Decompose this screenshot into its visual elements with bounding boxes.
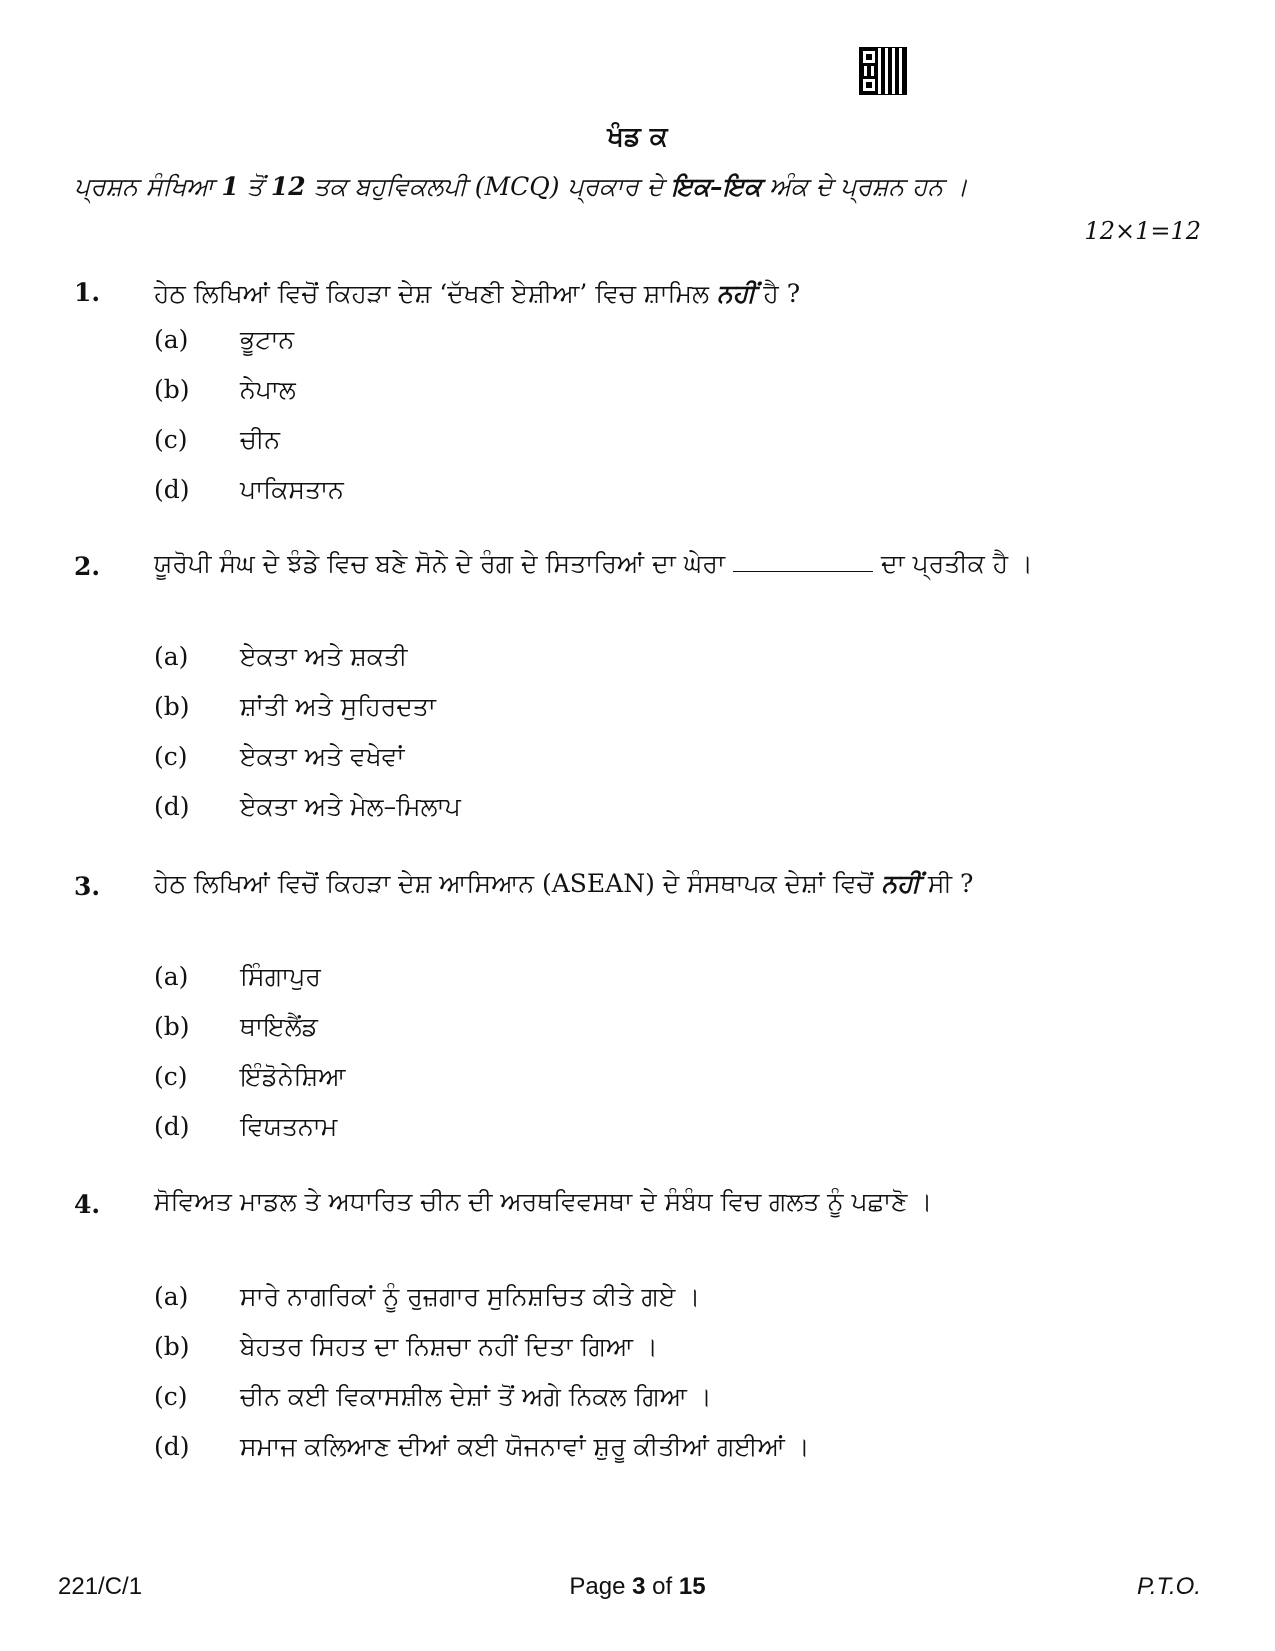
question-text: ਹੇਠ ਲਿਖਿਆਂ ਵਿਚੋਂ ਕਿਹੜਾ ਦੇਸ਼ ‘ਦੱਖਣੀ ਏਸ਼ੀਆ’ ਵਿਚ ਸ਼ਾਮਿਲ ਨਹੀਂ ਹੈ ? — [154, 279, 801, 308]
question-number: 2. — [74, 552, 101, 581]
question-number: 4. — [74, 1190, 101, 1219]
paper-code: 221/C/1 — [58, 1573, 143, 1600]
question-emphasis: ਨਹੀਂ — [881, 869, 920, 898]
qr-code — [860, 48, 906, 94]
question-text: ਹੇਠ ਲਿਖਿਆਂ ਵਿਚੋਂ ਕਿਹੜਾ ਦੇਸ਼ ਆਸਿਆਨ (ASEAN) ਦੇ ਸੰਸਥਾਪਕ ਦੇਸ਼ਾਂ ਵਿਚੋਂ ਨਹੀਂ ਸੀ ? — [154, 869, 974, 898]
question-text: ਸੋਵਿਅਤ ਮਾਡਲ ਤੇ ਅਧਾਰਿਤ ਚੀਨ ਦੀ ਅਰਥਵਿਵਸਥਾ ਦੇ ਸੰਬੰਧ ਵਿਚ ਗਲਤ ਨੂੰ ਪਛਾਣੋ । — [154, 1187, 933, 1216]
question-text: ਯੂਰੋਪੀ ਸੰਘ ਦੇ ਝੰਡੇ ਵਿਚ ਬਣੇ ਸੋਨੇ ਦੇ ਰੰਗ ਦੇ ਸਿਤਾਰਿਆਂ ਦਾ ਘੇਰਾ ਦਾ ਪ੍ਰਤੀਕ ਹੈ । — [154, 549, 1033, 578]
section-title: ਖੰਡ ਕ — [607, 122, 668, 152]
question-number: 3. — [74, 872, 101, 901]
question-emphasis: ਨਹੀਂ — [716, 279, 756, 308]
fill-in-blank — [733, 571, 873, 572]
section-instructions: ਪ੍ਰਸ਼ਨ ਸੰਖਿਆ 1 ਤੋਂ 12 ਤਕ ਬਹੁਵਿਕਲਪੀ (MCQ) ਪ੍ਰਕਾਰ ਦੇ ਇਕ–ਇਕ ਅੰਕ ਦੇ ਪ੍ਰਸ਼ਨ ਹਨ । — [74, 172, 968, 201]
marks-allocation: 12×1=12 — [1084, 217, 1201, 245]
question-number: 1. — [74, 278, 101, 307]
page-number: Page 3 of 15 — [569, 1573, 706, 1600]
instructions-emphasis: ਇਕ–ਇਕ — [671, 172, 762, 201]
pto-label: P.T.O. — [1136, 1573, 1201, 1600]
